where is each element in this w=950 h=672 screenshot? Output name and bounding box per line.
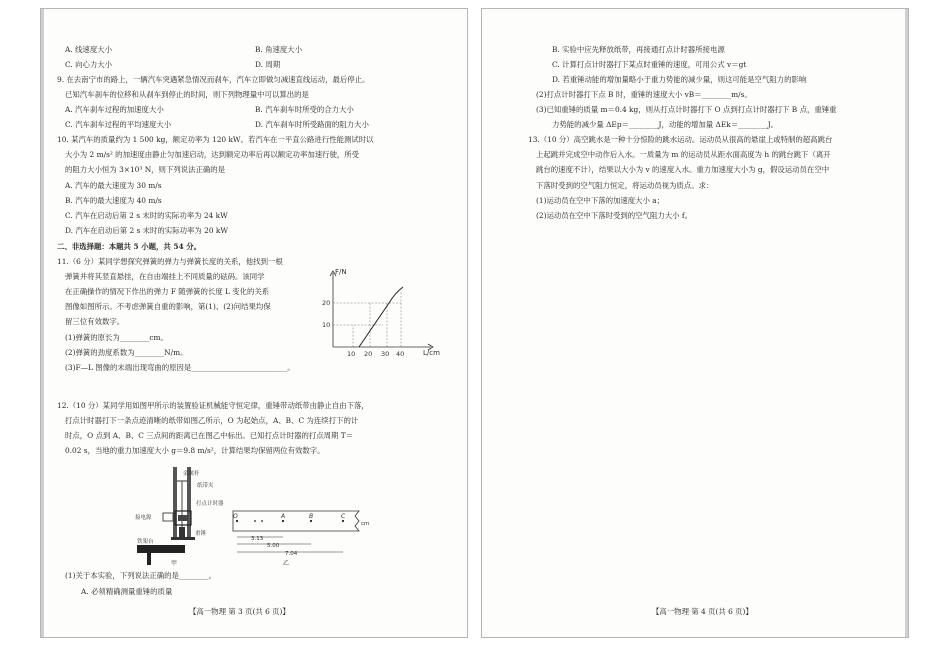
question-12-stem: 打点计时器打下一条点迹清晰的纸带如图乙所示，O 为起始点，A、B、C 为连续打下的计 [65, 416, 359, 425]
option-8a: A. 线速度大小 [65, 45, 112, 54]
question-13-part-1: (1)运动员在空中下落的加速度大小 a； [536, 196, 665, 205]
question-13-stem: 上起跳并完成空中动作后入水。一质量为 m 的运动员从距水面高度为 h 的跳台跳下（离开 [536, 150, 831, 159]
tape-point-label: B [309, 513, 314, 520]
option-10b: B. 汽车的最大速度为 40 m/s [65, 196, 162, 205]
question-12-part-2: (2)打点计时器打下点 B 时，重锤的速度大小 vB＝________m/s。 [536, 90, 752, 99]
question-9-stem: 已知汽车刹车的位移和从刹车到停止的时间，则下列物理量中可以算出的是 [65, 90, 309, 99]
option-12b: B. 实验中应先释放纸带，再接通打点计时器所接电源 [552, 45, 725, 54]
option-12d: D. 若重锤动能的增加量略小于重力势能的减少量，则这可能是空气阻力的影响 [552, 75, 807, 84]
label-timer: 打点计时器 [196, 501, 224, 507]
option-12a: A. 必须精确测量重锤的质量 [81, 587, 173, 596]
tape-dot [236, 520, 238, 522]
option-9c: C. 汽车刹车过程的平均速度大小 [65, 120, 172, 129]
tape-point-label: C [341, 513, 346, 520]
question-9-stem: 9. 在去南宁市的路上，一辆汽车突遇紧急情况而刹车，汽车立即做匀减速直线运动，最后停止。 [57, 75, 370, 84]
option-8c: C. 向心力大小 [65, 60, 113, 69]
tape-distance: 3.13 [251, 536, 264, 542]
metal-rod [173, 467, 177, 537]
figure-caption-yi: 乙 [283, 560, 290, 567]
question-11-part-1: (1)弹簧的原长为________cm。 [65, 333, 168, 342]
question-11-stem: 弹簧并将其竖直悬挂，在自由端挂上不同质量的砝码。该同学 [65, 272, 265, 281]
question-13-stem: 跳台的速度不计），结果以大小为 v 的速度入水。重力加速度大小为 g，假设运动员在空中 [536, 165, 830, 174]
question-10-stem: 的阻力大小恒为 3×10³ N，则下列说法正确的是 [65, 165, 226, 174]
question-12-stem: 0.02 s，当地的重力加速度大小 g＝9.8 m/s²，计算结果均保留两位有效数字。 [65, 446, 325, 455]
graph-x-tick: 30 [381, 350, 390, 358]
paper-tape-figure [229, 505, 379, 569]
question-13-stem: 13.（10 分）高空跳水是一种十分惊险的跳水运动。运动员从很高的悬崖上或特制的超高跳台 [528, 135, 833, 144]
option-8d: D. 周期 [255, 60, 281, 69]
figure-caption-jia: 甲 [171, 560, 178, 567]
label-weight: 重锤 [195, 531, 207, 537]
tape-dot [254, 520, 256, 522]
question-12-stem: 时点，O 点到 A、B、C 三点间的距离已在图乙中标出。已知打点计时器的打点周期 T＝ [65, 431, 354, 440]
page-footer: 【高一物理 第 3 页(共 6 页)】 [189, 607, 290, 616]
label-power: 接电源 [135, 515, 152, 521]
page-edge [41, 9, 44, 637]
weight-icon [179, 527, 185, 537]
option-8b: B. 角速度大小 [255, 45, 303, 54]
exam-page-4 [481, 8, 909, 638]
question-12-part-3: 力势能的减少量 ΔEp＝________J，动能的增加量 ΔEk＝________J。 [552, 120, 779, 129]
graph-y-tick: 10 [322, 321, 331, 329]
option-9d: D. 汽车刹车时所受路面的阻力大小 [255, 120, 369, 129]
tape-distance: 7.04 [285, 551, 298, 557]
question-10-stem: 10. 某汽车的质量约为 1 500 kg，额定功率为 120 kW。若汽车在一平直公路进行性能测试时以 [57, 135, 374, 144]
tape-dot [310, 520, 312, 522]
question-12-part-3: (3)已知重锤的质量 m＝0.4 kg，则从打点计时器打下 O 点到打点计时器打下 B 点，重锤重 [536, 105, 837, 114]
tape-point-label: A [281, 513, 286, 520]
apparatus-figure [133, 461, 233, 567]
label-tape-clip: 纸带夹 [197, 483, 214, 489]
tape-unit: cm [361, 521, 370, 527]
force-curve [359, 287, 403, 347]
graph-x-tick: 20 [364, 350, 373, 358]
question-12-stem: 12.（10 分）某同学用如图甲所示的装置验证机械能守恒定律，重锤带动纸带由静止自由下落， [57, 401, 369, 410]
question-11-stem: 11.（6 分）某同学想探究弹簧的弹力与弹簧长度的关系，他找到一根 [57, 257, 283, 266]
label-metal-rod: 金属杆 [183, 471, 200, 477]
option-10d: D. 汽车在启动后第 2 s 末时的实际功率为 20 kW [65, 226, 228, 235]
tape-dot [261, 520, 263, 522]
option-12c: C. 计算打点计时器打下某点时重锤的速度，可用公式 v＝gt [552, 60, 747, 69]
section-heading: 二、非选择题：本题共 5 小题，共 54 分。 [57, 242, 201, 251]
graph-y-label: F/N [335, 268, 347, 276]
tape-dot [282, 520, 284, 522]
tape-dot [342, 520, 344, 522]
question-11-stem: 图像如图所示。不考虑弹簧自重的影响，第(1)、(2)问结果均保 [65, 302, 271, 311]
graph-x-label: L/cm [423, 349, 440, 357]
question-11-stem: 在正确操作的情况下作出的弹力 F 随弹簧的长度 L 变化的关系 [65, 287, 270, 296]
graph-x-tick: 40 [396, 350, 405, 358]
metal-rod [187, 467, 191, 537]
tape-distance: 5.00 [267, 543, 280, 549]
label-stand: 铁架台 [137, 539, 154, 545]
question-12-part-1: (1)关于本实验，下列说法正确的是________。 [65, 571, 216, 580]
question-13-part-2: (2)运动员在空中下落时受到的空气阻力大小 f。 [536, 211, 692, 220]
tape-point-label: O [233, 513, 238, 520]
question-10-stem: 大小为 2 m/s² 的加速度由静止匀加速启动，达到额定功率后再以额定功率加速行驶，所受 [65, 150, 360, 159]
power-plug [163, 513, 173, 521]
timer-core [178, 515, 188, 521]
question-13-stem: 下落时受到的空气阻力恒定，将运动员视为质点。求： [536, 181, 714, 190]
question-11-part-3: (3)F—L 图像的末端出现弯曲的原因是__________________________。 [65, 363, 295, 372]
question-11-part-2: (2)弹簧的劲度系数为________N/m。 [65, 348, 188, 357]
graph-x-tick: 10 [347, 350, 356, 358]
option-9a: A. 汽车刹车过程的加速度大小 [65, 105, 164, 114]
option-10c: C. 汽车在启动后第 2 s 末时的实际功率为 24 kW [65, 211, 228, 220]
force-length-graph [323, 265, 455, 361]
option-9b: B. 汽车刹车时所受的合力大小 [255, 105, 354, 114]
iron-stand-base [137, 545, 185, 553]
page-edge [905, 9, 908, 637]
graph-y-tick: 20 [322, 299, 331, 307]
option-10a: A. 汽车的最大速度为 30 m/s [65, 181, 162, 190]
exam-page-3 [40, 8, 468, 638]
page-footer: 【高一物理 第 4 页(共 6 页)】 [652, 607, 753, 616]
question-11-stem: 留三位有效数字。 [65, 317, 125, 326]
iron-stand-leg [147, 553, 151, 565]
stand-clamp [171, 537, 195, 540]
